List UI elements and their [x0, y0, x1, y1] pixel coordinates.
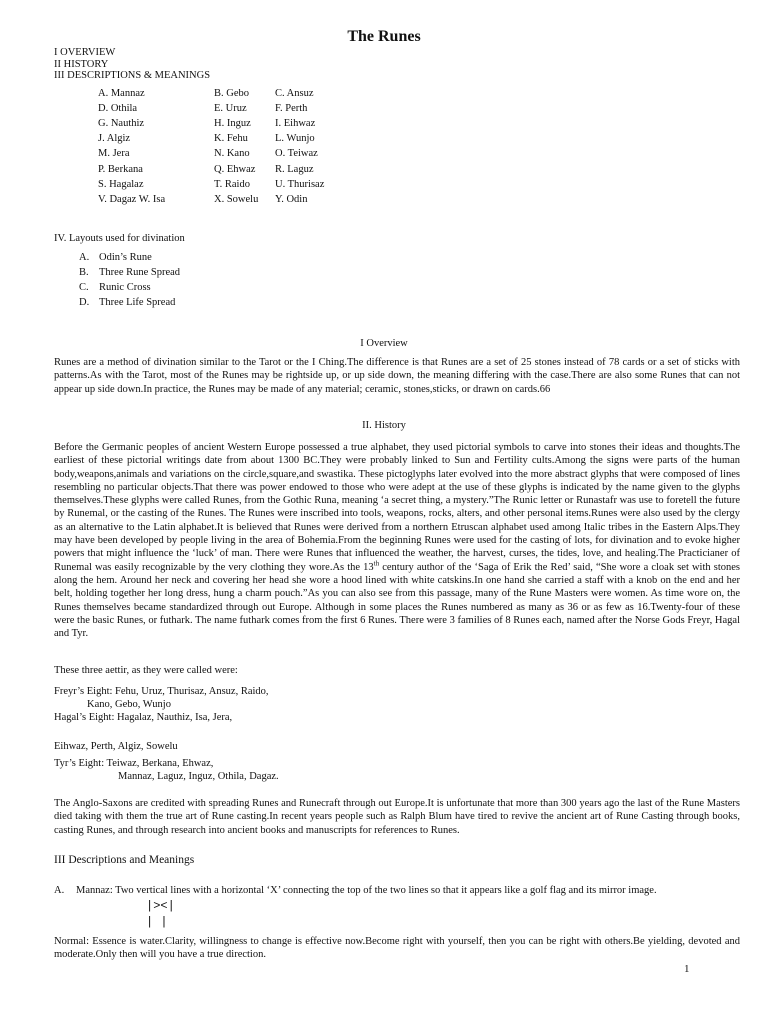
rune-index-entry: N. Kano: [214, 148, 250, 160]
layout-letter: A.: [79, 252, 90, 263]
document-title: The Runes: [347, 28, 421, 45]
layouts-heading: IV. Layouts used for divination: [54, 233, 185, 244]
rune-index-entry: P. Berkana: [98, 163, 143, 175]
layout-label: Runic Cross: [99, 282, 151, 293]
descriptions-heading: III Descriptions and Meanings: [54, 854, 195, 866]
rune-index-entry: G. Nauthiz: [98, 118, 145, 130]
layout-item: [79, 266, 180, 279]
layout-label: Three Rune Spread: [99, 267, 181, 278]
rune-index-entry: F. Perth: [275, 103, 308, 115]
mannaz-normal-meaning: Normal: Essence is water.Clarity, willingness to change is effective now.Become right with yourself, then you can be right with others.Be yielding, devoted and moderate.Only then will you have a true direction.: [54, 936, 740, 961]
rune-index-entry: I. Eihwaz: [275, 118, 316, 130]
hagal-line-1: Hagal’s Eight: Hagalaz, Nauthiz, Isa, Jera,: [54, 712, 233, 723]
rune-index-entry: R. Laguz: [275, 163, 314, 175]
rune-index-entry: E. Uruz: [214, 103, 247, 115]
freyr-line-2: Kano, Gebo, Wunjo: [87, 699, 171, 710]
rune-index-entry: K. Fehu: [214, 133, 248, 145]
rune-index-entry: A. Mannaz: [98, 88, 145, 99]
mannaz-description: [54, 884, 740, 897]
mannaz-text: Mannaz: Two vertical lines with a horizontal ‘X’ connecting the top of the two lines so that it appears like a golf flag and its mirror image.: [76, 885, 657, 896]
layout-label: Three Life Spread: [99, 297, 176, 308]
rune-index-entry: S. Hagalaz: [98, 178, 144, 190]
mannaz-rune-glyph-top: |><|: [146, 899, 175, 913]
mannaz-letter: A.: [54, 885, 65, 896]
layout-letter: C.: [79, 282, 89, 293]
layout-label: Odin’s Rune: [99, 252, 152, 263]
mannaz-rune-glyph-bottom: | |: [146, 915, 168, 929]
rune-index-entry: B. Gebo: [214, 88, 249, 99]
layout-item: [79, 251, 152, 264]
tyr-line-1: Tyr’s Eight: Teiwaz, Berkana, Ehwaz,: [54, 758, 214, 769]
layout-item: [79, 296, 175, 309]
freyr-line-1: Freyr’s Eight: Fehu, Uruz, Thurisaz, Ansuz, Raido,: [54, 686, 269, 697]
hagal-line-2: Eihwaz, Perth, Algiz, Sowelu: [54, 741, 178, 752]
rune-index-entry: H. Inguz: [214, 118, 251, 130]
rune-index-entry: Q. Ehwaz: [214, 163, 256, 175]
rune-index-entry: C. Ansuz: [275, 88, 314, 99]
rune-index-entry: U. Thurisaz: [275, 178, 325, 190]
table-of-contents: [54, 47, 210, 82]
layout-letter: D.: [79, 297, 90, 308]
overview-paragraph: Runes are a method of divination similar to the Tarot or the I Ching.The difference is that Runes are a set of 25 stones instead of 78 cards or a set of sticks with patterns.As with the Tarot, most of the Runes may be rightside up, or up side down, the meaning differing with the case.There are also some Runes that can not appear up side down.In practice, the Runes may be made of any material; ceramic, stones,sticks, or drawn on cards.66: [54, 357, 740, 395]
aettir-intro: These three aettir, as they were called were:: [54, 665, 238, 676]
rune-index-entry: L. Wunjo: [275, 133, 315, 145]
layout-item: [79, 281, 151, 294]
rune-index-entry: J. Algiz: [98, 133, 131, 145]
rune-index-entry: M. Jera: [98, 148, 130, 160]
history-paragraph: Before the Germanic peoples of ancient Western Europe possessed a true alphabet, they used pictorial symbols to carve into stones their ideas and thoughts.The earliest of these pictorial writings date from about 1300 BC.They were probably linked to Sun and Fertility cults.Among the signs were parts of the human body,weapons,animals and variations on the circle,square,and swastika. These pictoglyphs later evolved into the more abstract glyphs that were composed of lines resembling no particular objects.That there was power endowed to those who were adept at the use of these glyphs is indicated by the name given to the glyphs themselves.These glyphs were called Runes, from the Gothic Runa, meaning ‘a secret thing, a mystery.”The Runic letter or Runastafr was use to foretell the future by Runemal, or the casting of the Runes. The Runes were inscribed into tools, weapons, rocks, alters, and other personal items.Runes were also used by the clergy as an alternative to the Latin alphabet.It is believed that Runes were derived from a northern Etruscan alphabet used among Italic tribes in the Eastern Alps.They may have been developed by people living in the area of Bohemia.From the beginning Runes were used for the casting of lots, for divination and to evoke higher powers that might influence the ‘luck’ of man. There were Runes that influenced the weather, the harvest, curses, the tides, love, and healing.The Practicianer of Runemal was easily recognizable by the very clothing they wore.As the 13th century author of the ‘Saga of Erik the Red’ said, “She wore a cloak set with stones along the hem. Around her neck and covering her head she wore a hood lined with white catskins.In one hand she carried a staff with a knob on the end and her belt, holding together her long dress, hung a charm pouch.”As you can also see from this passage, many of the Rune Masters were women. As time wore on, the Runes themselves became standardized through out Europe. Although in some places the Runes numbered as many as 36 or as few as 16.Twenty-four of these were the basic Runes, or futhark. The name futhark comes from the first 6 Runes. There were 3 families of 8 Runes each, named after the Norse Gods Freyr, Hagal and Tyr.: [54, 442, 740, 640]
rune-index-entry: O. Teiwaz: [275, 148, 318, 160]
toc-item-overview: I OVERVIEW: [54, 47, 116, 58]
rune-index-entry: T. Raido: [214, 178, 250, 190]
rune-index-entry: Y. Odin: [275, 193, 308, 205]
rune-index-entry: D. Othila: [98, 103, 138, 115]
toc-item-history: II HISTORY: [54, 58, 109, 70]
toc-item-descriptions: III DESCRIPTIONS & MEANINGS: [54, 70, 211, 81]
page-number: 1: [684, 963, 690, 975]
rune-index-entry: V. Dagaz W. Isa: [98, 193, 166, 205]
overview-heading: I Overview: [360, 338, 408, 349]
anglo-saxon-paragraph: The Anglo-Saxons are credited with spreading Runes and Runecraft through out Europe.It is unfortunate that more than 300 years ago the last of the Rune Masters died taking with them the true art of Rune casting.In recent years people such as Ralph Blum have tired to revive the ancient art of Rune Casting through books, casting Runes, and through research into ancient books and manuscripts for references to Runes.: [54, 798, 740, 836]
tyr-line-2: Mannaz, Laguz, Inguz, Othila, Dagaz.: [118, 771, 279, 782]
history-heading: II. History: [362, 420, 406, 431]
rune-index-entry: X. Sowelu: [214, 193, 259, 205]
layout-letter: B.: [79, 267, 89, 278]
